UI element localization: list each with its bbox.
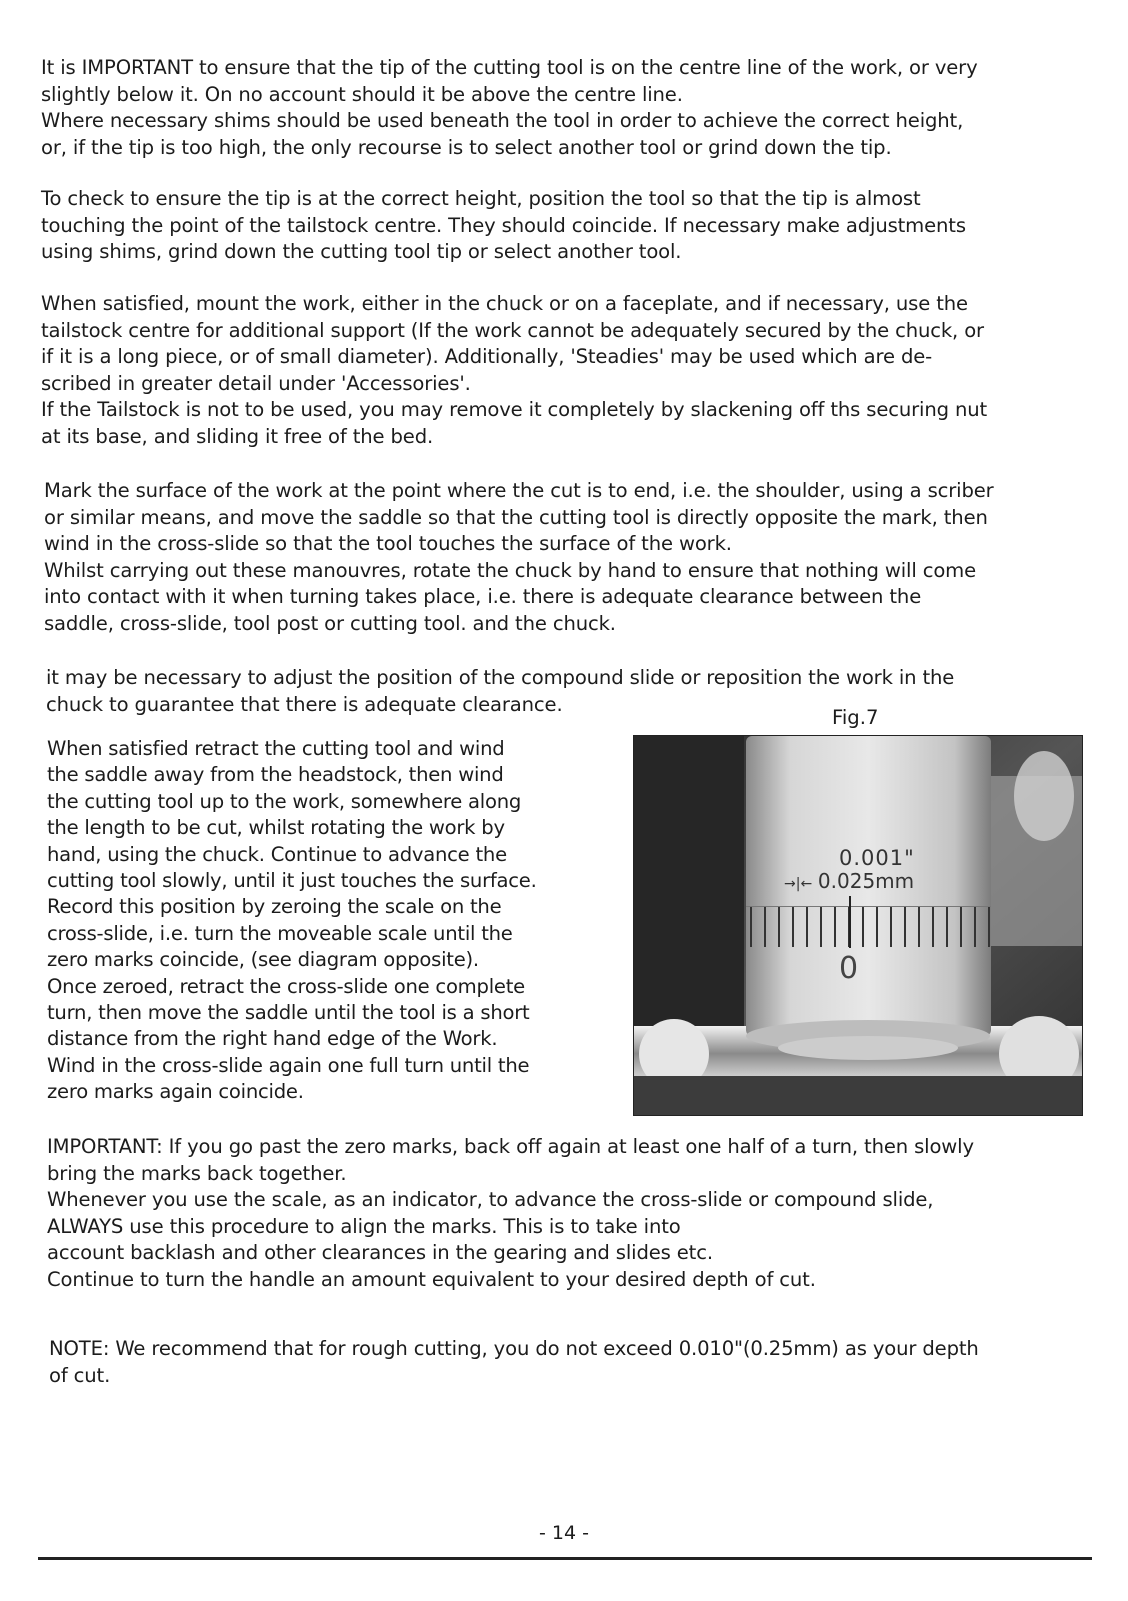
important-paragraph: IMPORTANT: If you go past the zero marks, back off again at least one half of a turn, then slowly bring the marks back together. Whenever you use the scale, as an indicator, to advance the cross-slide or compound slide, ALWAYS use this procedure to align the marks. This is to take into account backlash and other clearances in the gearing and slides etc. Continue to turn the handle an amount equivalent to your desired depth of cut.	[47, 1135, 974, 1291]
dial-zero-label: 0	[839, 951, 859, 986]
note-paragraph: NOTE: We recommend that for rough cutting, you do not exceed 0.010"(0.25mm) as your depth of cut.	[49, 1337, 979, 1387]
dial-mm-label	[784, 869, 914, 893]
zeroing-paragraph: When satisfied retract the cutting tool and wind the saddle away from the headstock, then wind the cutting tool up to the work, somewhere along the length to be cut, whilst rotating the work by hand, using the chuck. Continue to advance the cutting tool slowly, until it just touches the surface. Record this position by zeroing the scale on the cross-slide, i.e. turn the moveable scale until the zero marks coincide, (see diagram opposite). Once zeroed, retract the cross-slide one complete turn, then move the saddle until the tool is a short distance from the right hand edge of the Work. Wind in the cross-slide again one full turn until the zero marks again coincide.	[47, 737, 537, 1104]
dial-mm-value: 0.025mm	[817, 869, 915, 893]
dial-inch-label: 0.001"	[839, 846, 915, 870]
tip-height-paragraph: To check to ensure the tip is at the correct height, position the tool so that the tip is almost touching the point of the tailstock centre. They should coincide. If necessary make adjustments using shims, grind down the cutting tool tip or select another tool.	[41, 187, 966, 264]
dial-index-mark	[849, 896, 851, 948]
dial-scale-ticks	[746, 906, 991, 947]
dial-photo	[633, 735, 1083, 1116]
clearance-paragraph: it may be necessary to adjust the position of the compound slide or reposition the work in the chuck to guarantee that there is adequate clearance.	[46, 666, 955, 716]
measurement-arrows-icon: →|←	[784, 876, 813, 892]
intro-paragraph: It is IMPORTANT to ensure that the tip of the cutting tool is on the centre line of the work, or very slightly below it. On no account should it be above the centre line. Where necessary shims should be used beneath the tool in order to achieve the correct height, or, if the tip is too high, the only recourse is to select another tool or grind down the tip.	[41, 56, 978, 159]
page-number: - 14 -	[539, 1522, 589, 1544]
marking-paragraph: Mark the surface of the work at the point where the cut is to end, i.e. the shoulder, using a scriber or similar means, and move the saddle so that the cutting tool is directly opposite the mark, then wind in the cross-slide so that the tool touches the surface of the work. Whilst carrying out these manouvres, rotate the chuck by hand to ensure that nothing will come into contact with it when turning takes place, i.e. there is adequate clearance between the saddle, cross-slide, tool post or cutting tool. and the chuck.	[44, 479, 994, 635]
mounting-paragraph: When satisfied, mount the work, either in the chuck or on a faceplate, and if necessary, use the tailstock centre for additional support (If the work cannot be adequately secured by the chuck, or if it is a long piece, or of small diameter). Additionally, 'Steadies' may be used which are de- scribed in greater detail under 'Accessories'. If the Tailstock is not to be used, you may remove it completely by slackening off ths securing nut at its base, and sliding it free of the bed.	[41, 292, 988, 448]
figure-label: Fig.7	[832, 706, 879, 729]
footer-rule	[38, 1557, 1092, 1560]
